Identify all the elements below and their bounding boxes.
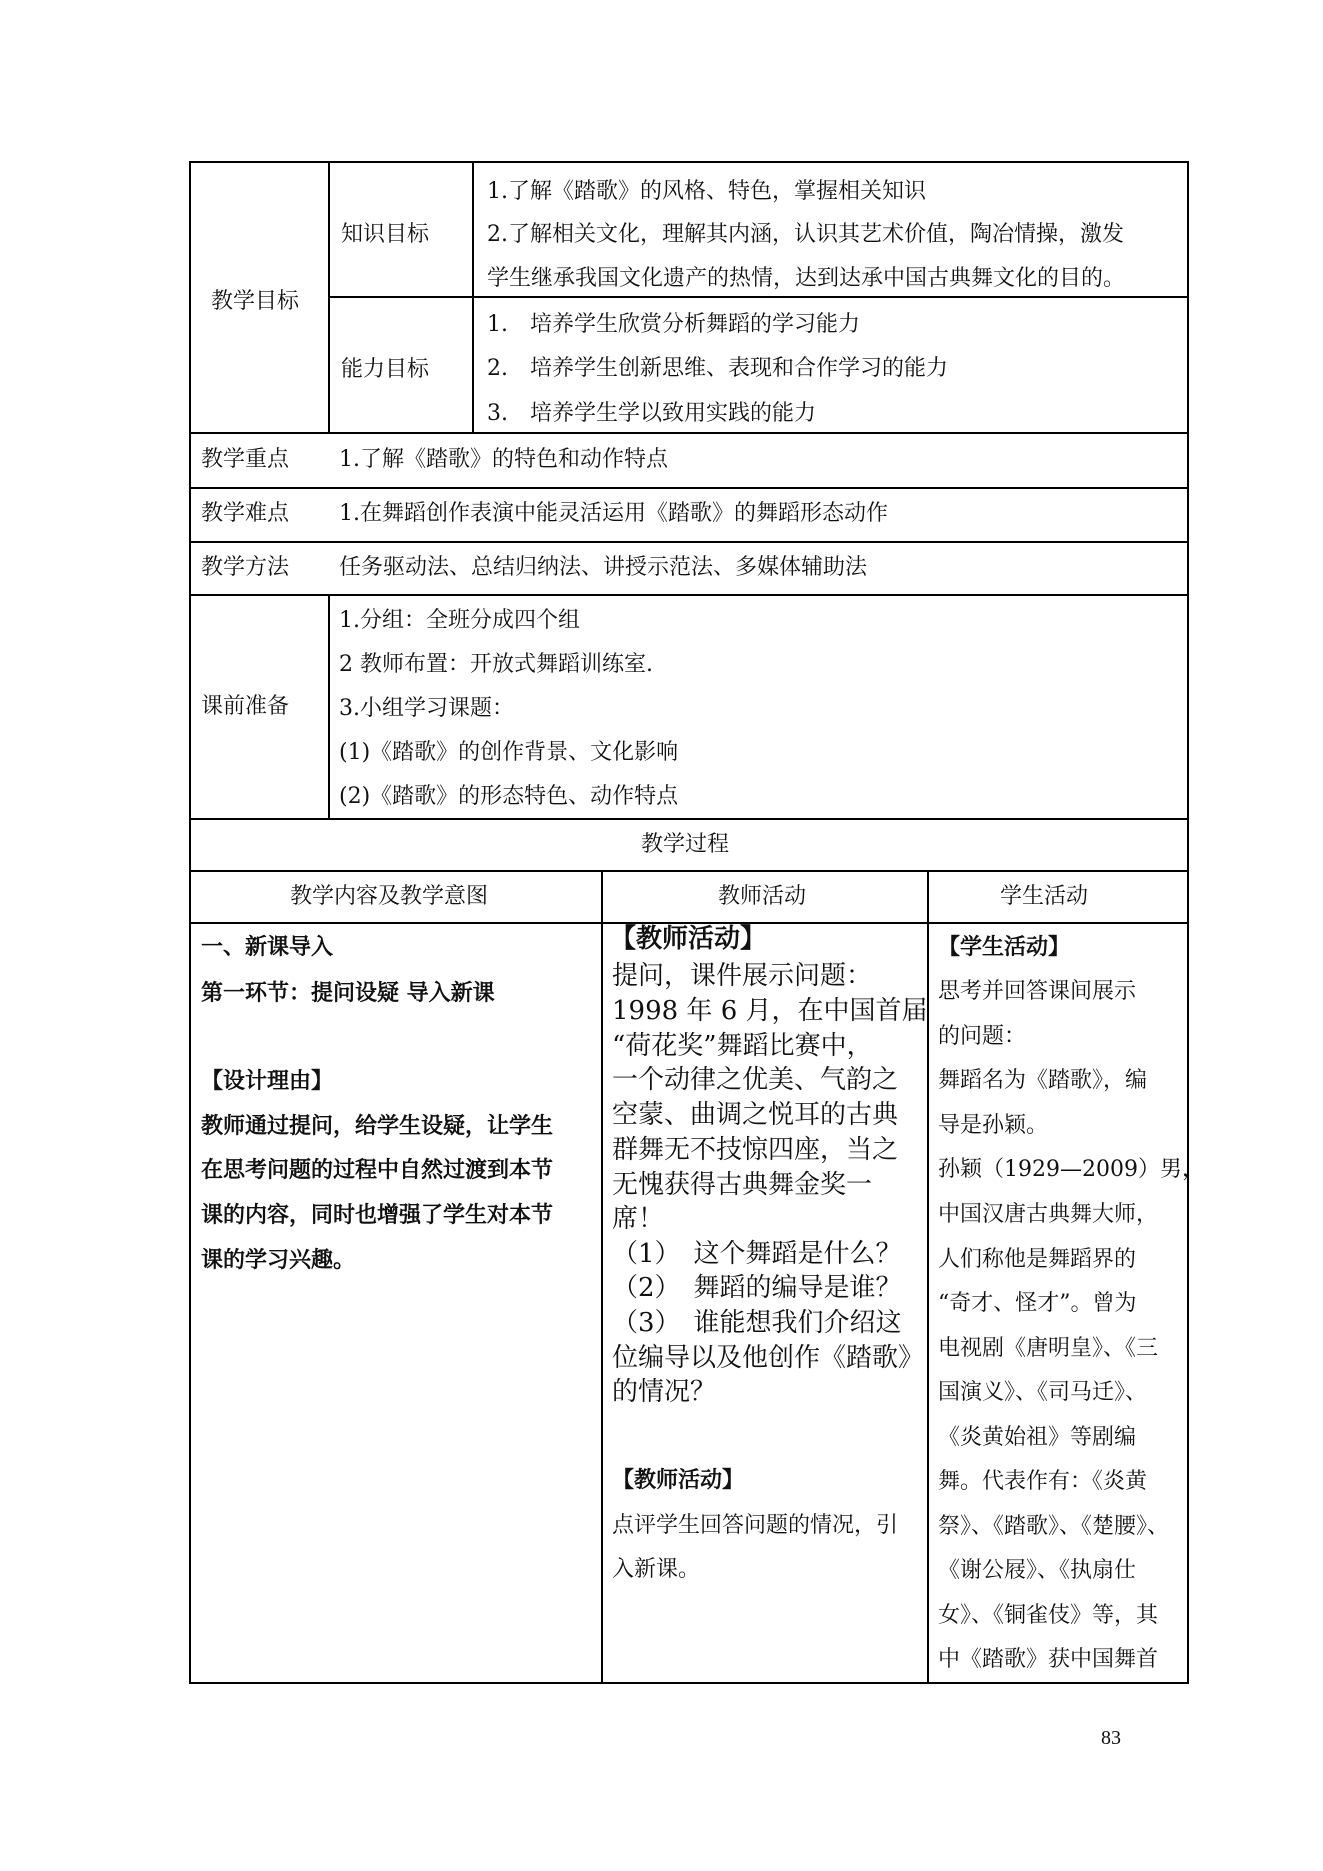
student-line: 《谢公屐》、《执扇仕: [938, 1558, 1137, 1583]
difficulty-label: 教学难点: [201, 501, 290, 526]
preparation-line: 3.小组学习课题：: [339, 696, 514, 721]
col-divider: [601, 870, 603, 1683]
content-reason-line: 在思考问题的过程中自然过渡到本节: [201, 1157, 554, 1183]
ability-line: 2. 培养学生创新思维、表现和合作学习的能力: [487, 356, 948, 381]
ability-line: 3. 培养学生学以致用实践的能力: [487, 401, 816, 426]
student-line: “奇才、怪才”。曾为: [938, 1291, 1137, 1316]
teacher-activity-title-2: 【教师活动】: [612, 1467, 745, 1493]
preparation-line: 1.分组：全班分成四个组: [339, 608, 580, 633]
col-divider: [472, 161, 474, 434]
row-divider: [189, 432, 1189, 434]
content-section: 一、新课导入: [201, 934, 334, 960]
teacher-line: 提问，课件展示问题：: [612, 961, 873, 991]
teacher-line: 席！: [612, 1204, 665, 1234]
preparation-line: (1)《踏歌》的创作背景、文化影响: [339, 740, 679, 765]
difficulty-text: 1.在舞蹈创作表演中能灵活运用《踏歌》的舞蹈形态动作: [339, 501, 888, 526]
process-title: 教学过程: [641, 832, 730, 857]
process-header-content: 教学内容及教学意图: [290, 884, 489, 909]
table-border-bottom: [189, 1682, 1189, 1684]
knowledge-line: 学生继承我国文化遗产的热情，达到达承中国古典舞文化的目的。: [487, 266, 1126, 291]
student-line: 思考并回答课间展示: [938, 979, 1137, 1004]
method-label: 教学方法: [201, 555, 290, 580]
objectives-label: 教学目标: [211, 289, 300, 314]
teacher-line: “荷花奖”舞蹈比赛中，: [612, 1031, 873, 1061]
preparation-line: 2 教师布置：开放式舞蹈训练室.: [339, 652, 653, 677]
teacher-line-2: 入新课。: [612, 1557, 701, 1582]
teacher-line: 无愧获得古典舞金奖一: [612, 1170, 873, 1200]
student-line: 舞蹈名为《踏歌》，编: [938, 1068, 1148, 1093]
row-divider: [189, 594, 1189, 596]
content-reason-line: 课的内容，同时也增强了学生对本节: [201, 1202, 554, 1228]
content-reason-line: 教师通过提问，给学生设疑，让学生: [201, 1113, 554, 1139]
row-divider: [328, 296, 1189, 298]
row-divider: [189, 541, 1189, 543]
content-step: 第一环节：提问设疑 导入新课: [201, 980, 495, 1006]
student-line: 《炎黄始祖》等剧编: [938, 1425, 1137, 1450]
teacher-line: 1998 年 6 月，在中国首届: [612, 996, 928, 1026]
teacher-line: 群舞无不技惊四座，当之: [612, 1135, 899, 1165]
student-line: 中《踏歌》获中国舞首: [938, 1647, 1159, 1672]
teacher-line: 一个动律之优美、气韵之: [612, 1065, 899, 1095]
student-activity-title: 【学生活动】: [938, 934, 1071, 960]
col-divider: [328, 594, 330, 820]
student-line: 的问题：: [938, 1024, 1027, 1049]
content-reason-line: 课的学习兴趣。: [201, 1247, 356, 1273]
content-reason-title: 【设计理由】: [201, 1068, 334, 1094]
knowledge-line: 2.了解相关文化，理解其内涵，认识其艺术价值，陶冶情操，激发: [487, 222, 1124, 247]
student-line: 女》、《铜雀伎》等，其: [938, 1603, 1159, 1628]
key-point-label: 教学重点: [201, 447, 290, 472]
teacher-line: （2） 舞蹈的编导是谁？: [612, 1273, 902, 1303]
teacher-line: 空蒙、曲调之悦耳的古典: [612, 1100, 899, 1130]
process-header-teacher: 教师活动: [718, 884, 807, 909]
knowledge-line: 1.了解《踏歌》的风格、特色，掌握相关知识: [487, 179, 926, 204]
teacher-line: （3） 谁能想我们介绍这: [612, 1308, 902, 1338]
method-text: 任务驱动法、总结归纳法、讲授示范法、多媒体辅助法: [339, 555, 868, 580]
process-header-student: 学生活动: [1000, 884, 1089, 909]
ability-label: 能力目标: [341, 357, 430, 382]
teacher-line-2: 点评学生回答问题的情况，引: [612, 1513, 899, 1538]
student-line: 舞。代表作有：《炎黄: [938, 1469, 1148, 1494]
teacher-activity-title: 【教师活动】: [610, 924, 767, 954]
student-line: 祭》、《踏歌》、《楚腰》、: [938, 1514, 1170, 1539]
teacher-line: （1） 这个舞蹈是什么？: [612, 1239, 902, 1269]
row-divider: [189, 487, 1189, 489]
row-divider: [189, 870, 1189, 872]
col-divider: [328, 161, 330, 434]
student-line: 孙颖（1929—2009）男，: [938, 1157, 1204, 1182]
student-line: 中国汉唐古典舞大师，: [938, 1202, 1159, 1227]
key-point-text: 1.了解《踏歌》的特色和动作特点: [339, 447, 668, 472]
knowledge-label: 知识目标: [341, 222, 430, 247]
student-line: 电视剧《唐明皇》、《三: [938, 1336, 1159, 1361]
ability-line: 1. 培养学生欣赏分析舞蹈的学习能力: [487, 312, 860, 337]
teacher-line: 位编导以及他创作《踏歌》: [612, 1343, 925, 1373]
student-line: 国演义》、《司马迁》、: [938, 1380, 1148, 1405]
student-line: 人们称他是舞蹈界的: [938, 1247, 1137, 1272]
table-border-top: [189, 161, 1189, 163]
teacher-line: 的情况？: [612, 1377, 717, 1407]
preparation-label: 课前准备: [201, 694, 290, 719]
page-number: 83: [1101, 1727, 1121, 1749]
student-line: 导是孙颖。: [938, 1113, 1049, 1138]
preparation-line: (2)《踏歌》的形态特色、动作特点: [339, 784, 679, 809]
row-divider: [189, 818, 1189, 820]
